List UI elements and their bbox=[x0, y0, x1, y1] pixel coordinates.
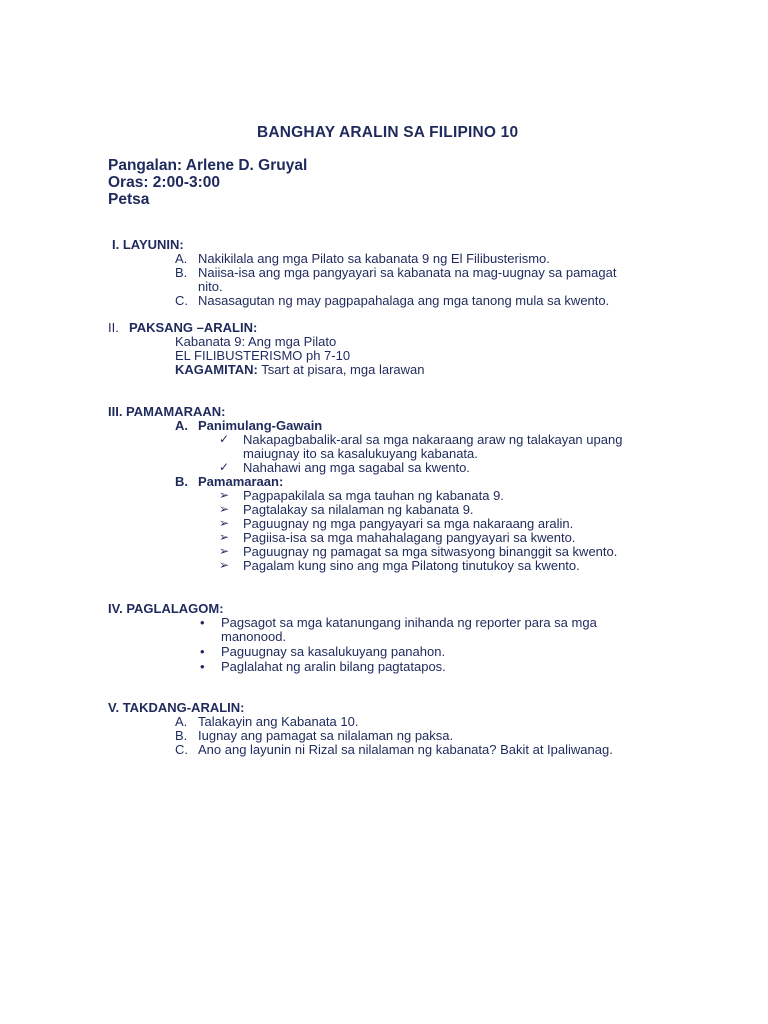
kagamitan-value: Tsart at pisara, mga larawan bbox=[257, 362, 425, 377]
layunin-heading: I. LAYUNIN: bbox=[112, 237, 184, 252]
panimulang-item-2: Nahahawi ang mga sagabal sa kwento. bbox=[243, 460, 470, 475]
arrow-bullet-icon: ➢ bbox=[219, 544, 230, 558]
bullet-icon: • bbox=[200, 659, 205, 674]
pamamaraan-item-2: Pagtalakay sa nilalaman ng kabanata 9. bbox=[243, 502, 474, 517]
takdang-letter-a: A. bbox=[175, 714, 188, 729]
bullet-icon: • bbox=[200, 644, 205, 659]
takdang-heading: V. TAKDANG-ARALIN: bbox=[108, 700, 245, 715]
bullet-icon: • bbox=[200, 615, 205, 630]
layunin-letter-b: B. bbox=[175, 265, 188, 280]
check-icon: ✓ bbox=[219, 460, 230, 474]
paksa-heading: PAKSANG –ARALIN: bbox=[129, 320, 258, 335]
takdang-item-b: Iugnay ang pamagat sa nilalaman ng paksa. bbox=[198, 728, 454, 743]
paglalagom-item-2: Paguugnay sa kasalukuyang panahon. bbox=[221, 644, 446, 659]
arrow-bullet-icon: ➢ bbox=[219, 516, 230, 530]
arrow-bullet-icon: ➢ bbox=[219, 530, 230, 544]
arrow-bullet-icon: ➢ bbox=[219, 488, 230, 502]
layunin-item-b: Naiisa-isa ang mga pangyayari sa kabanata na mag-uugnay sa pamagat bbox=[198, 265, 617, 280]
arrow-bullet-icon: ➢ bbox=[219, 502, 230, 516]
panimulang-item-1: Nakapagbabalik-aral sa mga nakaraang araw ng talakayan upang bbox=[243, 432, 623, 447]
petsa-line: Petsa bbox=[108, 191, 150, 208]
takdang-item-a: Talakayin ang Kabanata 10. bbox=[198, 714, 359, 729]
kagamitan-line bbox=[175, 362, 424, 377]
takdang-letter-b: B. bbox=[175, 728, 188, 743]
paglalagom-heading: IV. PAGLALAGOM: bbox=[108, 601, 224, 616]
paksa-line-1: Kabanata 9: Ang mga Pilato bbox=[175, 334, 337, 349]
layunin-item-a: Nakikilala ang mga Pilato sa kabanata 9 ng El Filibusterismo. bbox=[198, 251, 550, 266]
layunin-letter-c: C. bbox=[175, 293, 188, 308]
check-icon: ✓ bbox=[219, 432, 230, 446]
pamamaraan-item-1: Pagpapakilala sa mga tauhan ng kabanata 9. bbox=[243, 488, 504, 503]
paglalagom-item-1: Pagsagot sa mga katanungang inihanda ng reporter para sa mga bbox=[221, 615, 597, 630]
oras-line: Oras: 2:00-3:00 bbox=[108, 174, 221, 191]
layunin-item-b-cont: nito. bbox=[198, 279, 223, 294]
pamamaraan-item-4: Pagiisa-isa sa mga mahahalagang pangyayari sa kwento. bbox=[243, 530, 576, 545]
pangalan-line: Pangalan: Arlene D. Gruyal bbox=[108, 157, 308, 174]
paglalagom-item-1-cont: manonood. bbox=[221, 629, 287, 644]
panimulang-letter: A. bbox=[175, 418, 188, 433]
panimulang-gawain-label: Panimulang-Gawain bbox=[198, 418, 323, 433]
paksa-numeral: II. bbox=[108, 320, 119, 335]
pamamaraan-item-5: Paguugnay ng pamagat sa mga sitwasyong binanggit sa kwento. bbox=[243, 544, 618, 559]
layunin-letter-a: A. bbox=[175, 251, 188, 266]
arrow-bullet-icon: ➢ bbox=[219, 558, 230, 572]
paglalagom-item-3: Paglalahat ng aralin bilang pagtatapos. bbox=[221, 659, 446, 674]
layunin-item-c: Nasasagutan ng may pagpapahalaga ang mga tanong mula sa kwento. bbox=[198, 293, 610, 308]
pamamaraan-item-6: Pagalam kung sino ang mga Pilatong tinutukoy sa kwento. bbox=[243, 558, 580, 573]
paksa-line-2: EL FILIBUSTERISMO ph 7-10 bbox=[175, 348, 351, 363]
kagamitan-label: KAGAMITAN: bbox=[175, 362, 258, 377]
pamamaraan-b-letter: B. bbox=[175, 474, 188, 489]
pamamaraan-b-label: Pamamaraan: bbox=[198, 474, 284, 489]
pamamaraan-heading: III. PAMAMARAAN: bbox=[108, 404, 226, 419]
takdang-letter-c: C. bbox=[175, 742, 188, 757]
pamamaraan-item-3: Paguugnay ng mga pangyayari sa mga nakaraang aralin. bbox=[243, 516, 574, 531]
document-title: BANGHAY ARALIN SA FILIPINO 10 bbox=[257, 124, 519, 141]
panimulang-item-1-cont: maiugnay ito sa kasalukuyang kabanata. bbox=[243, 446, 478, 461]
takdang-item-c: Ano ang layunin ni Rizal sa nilalaman ng kabanata? Bakit at Ipaliwanag. bbox=[198, 742, 613, 757]
